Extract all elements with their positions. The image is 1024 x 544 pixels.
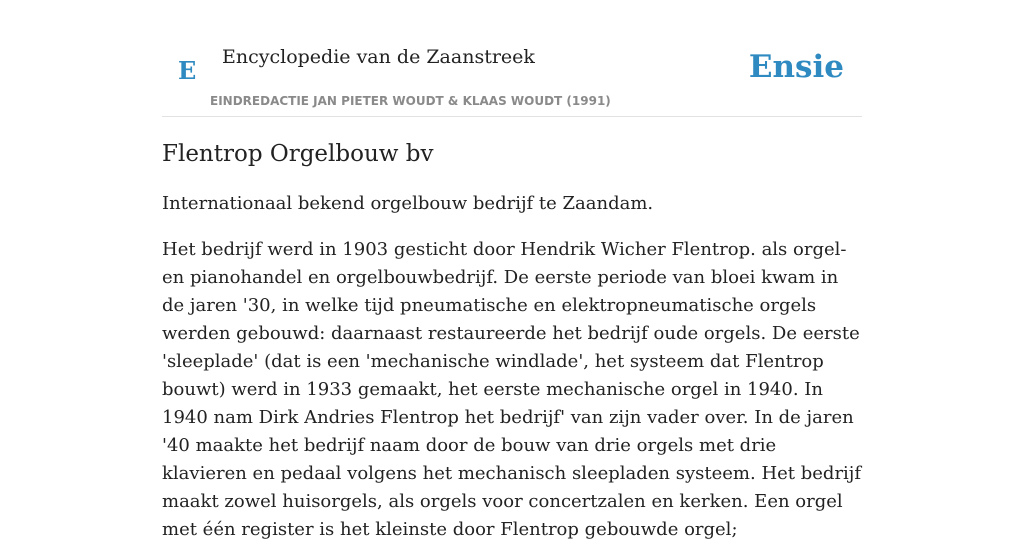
book-logo-icon[interactable]: E	[178, 56, 197, 85]
ensie-logo-link[interactable]: Ensie	[748, 49, 844, 85]
article-lead: Internationaal bekend orgelbouw bedrijf te Zaandam.	[162, 193, 654, 214]
article-body: Het bedrijf werd in 1903 gesticht door Hendrik Wicher Flentrop. als orgel- en pianohandel en orgelbouwbedrijf. De eerste periode van bloei kwam in de jaren '30, in welke tijd pneumatische en elektropneumatische orgels werden gebouwd: daarnaast restaureerde het bedrijf oude orgels. De eerste 'sleeplade' (dat is een 'mechanische windlade', het systeem dat Flentrop bouwt) werd in 1933 gemaakt, het eerste mechanische orgel in 1940. In 1940 nam Dirk Andries Flentrop het bedrijf' van zijn vader over. In de jaren '40 maakte het bedrijf naam door de bouw van drie orgels met drie klavieren en pedaal volgens het mechanisch sleepladen systeem. Het bedrijf maakt zowel huisorgels, als orgels voor concertzalen en kerken. Een orgel met één register is het kleinste door Flentrop gebouwde orgel;	[162, 239, 862, 540]
site-header	[162, 0, 862, 117]
book-title-link[interactable]: Encyclopedie van de Zaanstreek	[222, 46, 535, 68]
article-title: Flentrop Orgelbouw bv	[162, 141, 434, 167]
editors-credit: EINDREDACTIE JAN PIETER WOUDT & KLAAS WOUDT (1991)	[210, 94, 611, 108]
article	[162, 138, 862, 544]
